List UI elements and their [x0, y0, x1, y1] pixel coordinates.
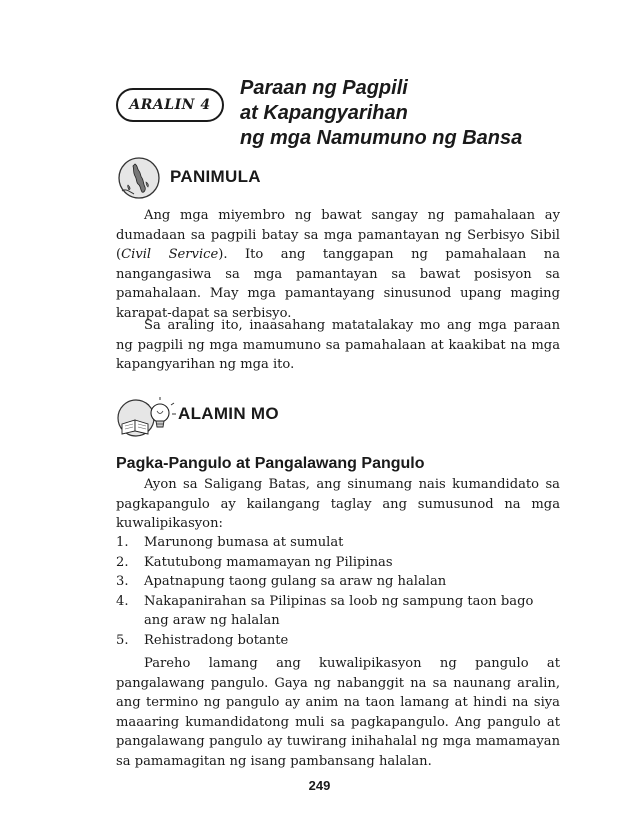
list-text: Apatnapung taong gulang sa araw ng halalan	[144, 574, 447, 589]
alamin-closing-text: Pareho lamang ang kuwalipikasyon ng pangulo at pangalawang pangulo. Gaya ng nabanggit na sa naunang aralin, ang termino ng pangulo ay anim na taon lamang at hindi na siya maaaring kumandidatong muli sa pagkapangulo. Ang pangulo at pangalawang pangulo ay tuwirang inihahalal ng mga mamamayan sa pamamagitan ng isang pambansang halalan.	[116, 656, 560, 769]
lesson-title-line-3: ng mga Namumuno ng Bansa	[240, 127, 523, 149]
list-number: 2.	[116, 554, 129, 570]
list-number: 3.	[116, 574, 129, 589]
qualifications-list	[116, 533, 560, 650]
subheading-pangulo: Pagka-Pangulo at Pangalawang Pangulo	[116, 455, 425, 472]
panimula-p2-text: Sa araling ito, inaasahang matatalakay mo ang mga paraan ng pagpili ng mga mamumuno sa pamahalaan at kaakibat na mga kapangyarihan ng mga ito.	[116, 318, 560, 372]
panimula-p1-text-a: Ang mga miyembro ng bawat sangay ng pamahalaan ay dumadaan sa pagpili batay sa mga pamantayan ng Serbisyo Sibil (	[116, 208, 560, 262]
list-text: Rehistradong botante	[144, 632, 289, 648]
list-item	[116, 533, 560, 553]
list-number: 1.	[116, 535, 129, 550]
page-number: 249	[308, 778, 331, 793]
list-item	[116, 553, 560, 573]
alamin-intro-paragraph	[116, 475, 560, 534]
panimula-p1-emphasis: Civil Service	[121, 247, 219, 262]
alamin-closing-paragraph	[116, 654, 560, 771]
panimula-p1-text-b: ). Ito ang tanggapan ng pamahalaan na nangangasiwa sa mga pamantayan sa bawat posisyon sa pamahalaan. May mga pamantayang sinusunod upang maging karapat-dapat sa serbisyo.	[116, 247, 561, 321]
list-item	[116, 572, 560, 592]
list-text: Nakapanirahan sa Pilipinas sa loob ng sampung taon bago ang araw ng halalan	[144, 593, 534, 628]
list-item	[116, 592, 560, 631]
lesson-title-line-1: Paraan ng Pagpili	[240, 77, 408, 99]
panimula-paragraph-1	[116, 206, 560, 323]
list-number: 4.	[116, 593, 129, 609]
book-lightbulb-icon	[114, 397, 178, 439]
list-text: Marunong bumasa at sumulat	[144, 535, 344, 550]
lesson-badge: ARALIN 4	[116, 88, 224, 122]
list-text: Katutubong mamamayan ng Pilipinas	[144, 554, 393, 570]
list-number: 5.	[116, 632, 129, 648]
philippine-map-icon	[116, 155, 168, 201]
section-heading-alamin-mo: ALAMIN MO	[178, 404, 279, 423]
section-heading-panimula: PANIMULA	[170, 167, 261, 186]
list-item	[116, 631, 560, 651]
lesson-title	[240, 76, 570, 151]
lesson-title-line-2: at Kapangyarihan	[240, 102, 408, 124]
panimula-paragraph-2	[116, 316, 560, 375]
alamin-intro-text: Ayon sa Saligang Batas, ang sinumang nais kumandidato sa pagkapangulo ay kailangang taglay ang sumusunod na mga kuwalipikasyon:	[116, 477, 560, 531]
